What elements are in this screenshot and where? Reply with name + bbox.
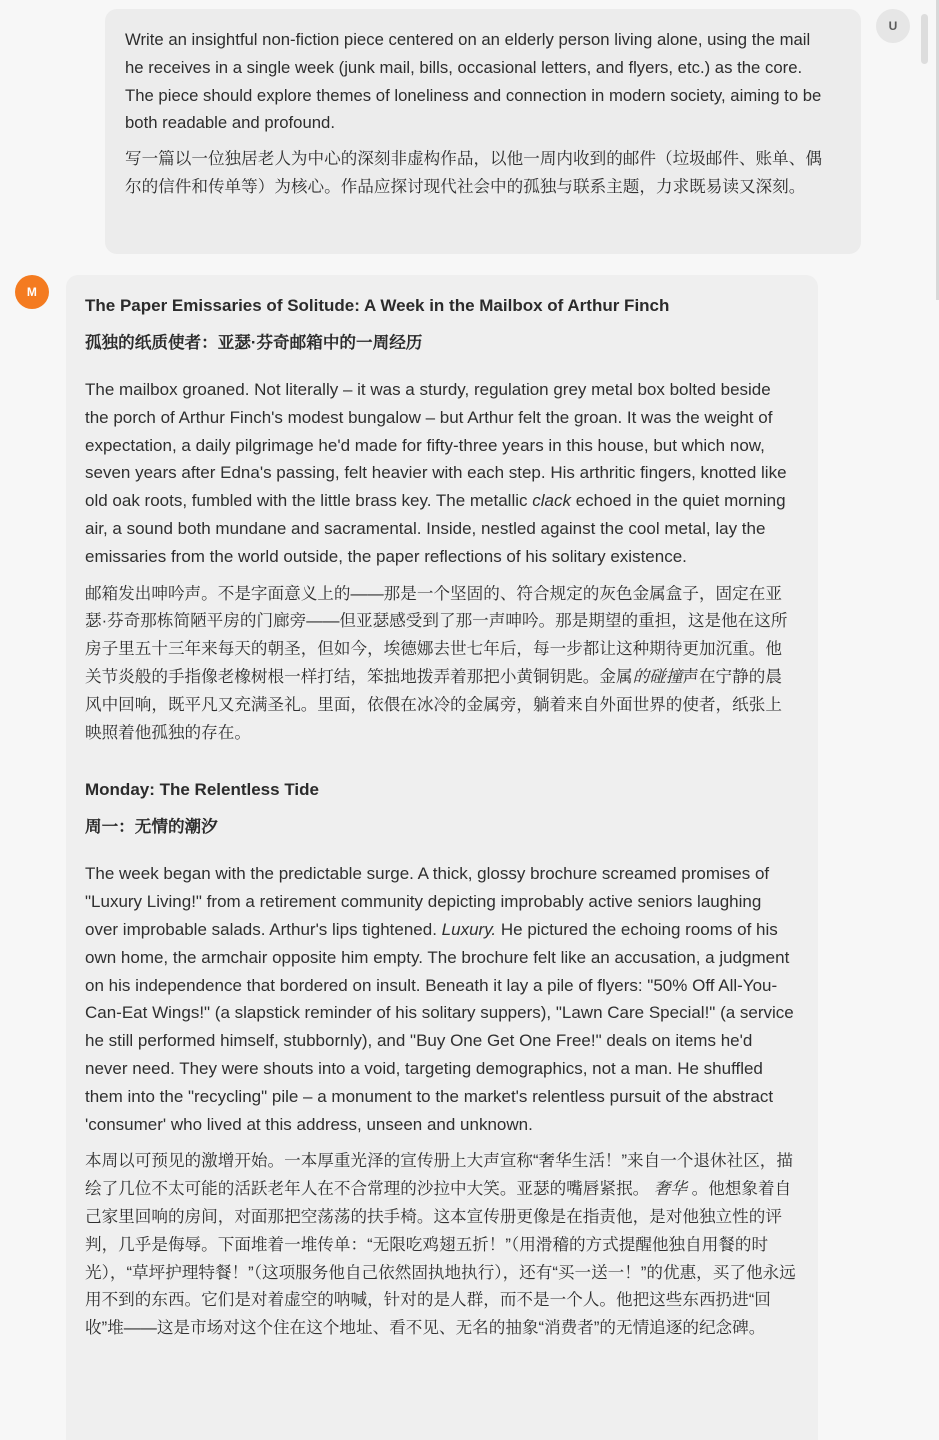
monday-zh-part1: 本周以可预见的激增开始。一本厚重光泽的宣传册上大声宣称“奢华生活！”来自一个退休社区，描绘了几位不太可能的活跃老年人在不合常理的沙拉中大笑。亚瑟的嘴唇紧抿。 [85, 1151, 793, 1199]
user-message-bubble [105, 9, 861, 254]
assistant-message-bubble [66, 275, 818, 1440]
monday-paragraph-english [85, 860, 798, 1138]
intro-zh-italic: 的碰撞 [632, 666, 683, 686]
intro-en-part2: echoed in the quiet morning air, a sound both mundane and sacramental. Inside, nestled against the cool metal, lay the emissaries from the world outside, the paper reflections of his solitary existence. [85, 491, 786, 566]
intro-zh-part2: 声在宁静的晨风中回响，既平凡又充满圣礼。里面，依偎在冰冷的金属旁，躺着来自外面世界的使者，纸张上映照着他孤独的存在。 [85, 666, 782, 742]
monday-zh-part2: 。他想象着自己家里回响的房间，对面那把空荡荡的扶手椅。这本宣传册更像是在指责他，是对他独立性的评判，几乎是侮辱。下面堆着一堆传单：“无限吃鸡翅五折！”（用滑稽的方式提醒他独自用餐的时光），“草坪护理特餐！”（这项服务他自己依然固执地执行），还有“买一送一！”的优惠，买了他永远用不到的东西。它们是对着虚空的呐喊，针对的是人群，而不是一个人。他把这些东西扔进“回收”堆——这是市场对这个住在这个地址、看不见、无名的抽象“消费者”的无情追逐的纪念碑。 [85, 1179, 796, 1338]
monday-heading-chinese: 周一：无情的潮汐 [85, 817, 218, 837]
intro-en-italic: clack [532, 491, 571, 511]
intro-paragraph-english [85, 376, 798, 571]
intro-zh-part1: 邮箱发出呻吟声。不是字面意义上的——那是一个坚固的、符合规定的灰色金属盒子，固定在亚瑟·芬奇那栋简陋平房的门廊旁——但亚瑟感受到了那一声呻吟。那是期望的重担，这是他在这所房子里五十三年来每天的朝圣，但如今，埃德娜去世七年后，每一步都让这种期待更加沉重。他关节炎般的手指像老橡树根一样打结，笨拙地拨弄着那把小黄铜钥匙。金属 [85, 583, 788, 686]
intro-en-part1: The mailbox groaned. Not literally – it was a sturdy, regulation grey metal box bolted beside the porch of Arthur Finch's modest bungalow – but Arthur felt the groan. It was the weight of expectation, a daily pilgrimage he'd made for fifty-three years in this house, but which now, seven years after Edna's passing, felt heavier with each step. His arthritic fingers, knotted like old oak roots, fumbled with the little brass key. The metallic [85, 380, 787, 511]
user-avatar-initial: U [888, 19, 898, 33]
monday-en-part1: The week began with the predictable surge. A thick, glossy brochure screamed promises of "Luxury Living!" from a retirement community depicting improbably active seniors laughing over improbable salads. Arthur's lips tightened. [85, 864, 770, 939]
monday-zh-italic: 奢华 [653, 1179, 687, 1199]
monday-heading-english: Monday: The Relentless Tide [85, 780, 319, 800]
monday-paragraph-chinese [85, 1147, 798, 1342]
user-prompt-chinese: 写一篇以一位独居老人为中心的深刻非虚构作品，以他一周内收到的邮件（垃圾邮件、账单、偶尔的信件和传单等）为核心。作品应探讨现代社会中的孤独与联系主题，力求既易读又深刻。 [125, 149, 822, 196]
assistant-avatar-initial: M [26, 285, 38, 299]
monday-en-part2: He pictured the echoing rooms of his own home, the armchair opposite him empty. The brochure felt like an accusation, a judgment on his independence that bordered on insult. Beneath it lay a pile of flyers: "50% Off All-You-Can-Eat Wings!" (a slapstick reminder of his solitary suppers), "Lawn Care Special!" (a service he still performed himself, stubbornly), and "Buy One Get One Free!" deals on items he'd never need. They were shouts into a void, targeting demographics, not a man. He shuffled them into the "recycling" pile – a monument to the market's relentless pursuit of the abstract 'consumer' who lived at this address, unseen and unknown. [85, 919, 794, 1134]
story-title-english: The Paper Emissaries of Solitude: A Week in the Mailbox of Arthur Finch [85, 296, 670, 315]
assistant-avatar [15, 275, 49, 309]
monday-en-italic: Luxury. [441, 919, 497, 939]
scrollbar-thumb[interactable] [921, 14, 928, 64]
user-avatar [876, 9, 910, 43]
user-prompt-english: Write an insightful non-fiction piece centered on an elderly person living alone, using the mail he receives in a single week (junk mail, bills, occasional letters, and flyers, etc.) as the core. The piece should explore themes of loneliness and connection in modern society, aiming to be both readable and profound. [125, 30, 822, 133]
story-title-chinese: 孤独的纸质使者：亚瑟·芬奇邮箱中的一周经历 [85, 333, 423, 352]
intro-paragraph-chinese [85, 580, 798, 747]
